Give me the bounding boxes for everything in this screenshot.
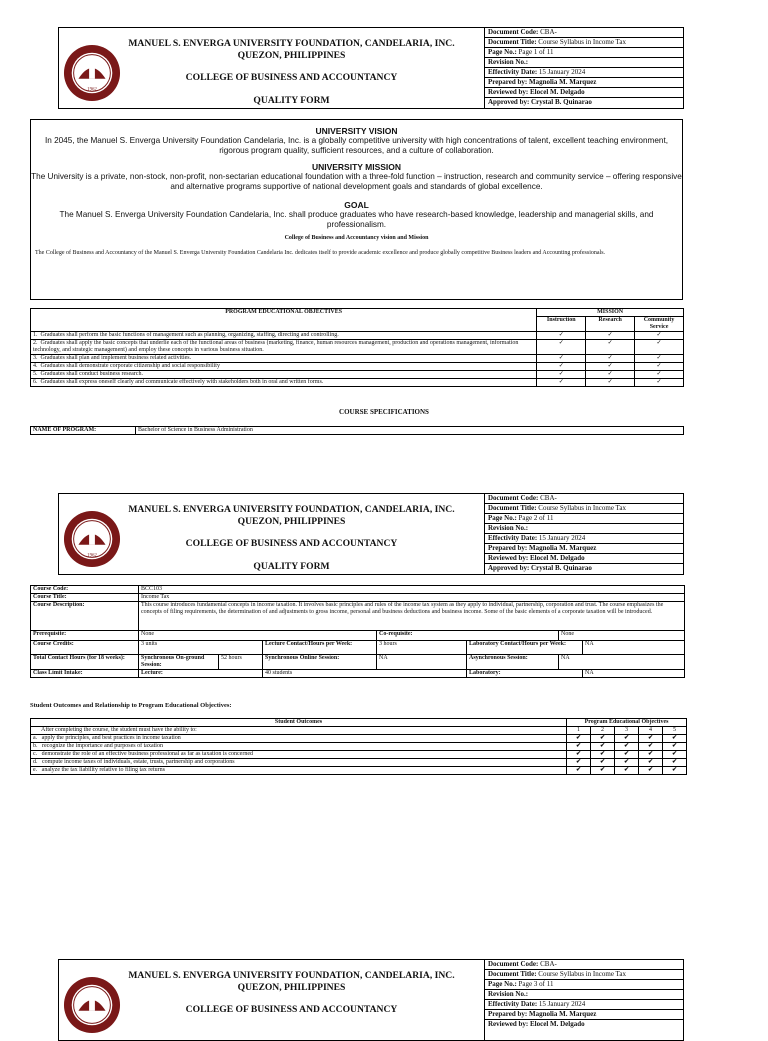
document-meta: Document Code: CBA- Document Title: Course Syllabus in Income Tax Page No.: Page 2 of 11 Revision No.: Effectivity Date: 15 January 2024 Prepared by: Magnolia M. Marquez Reviewed by: Elocel M. Delgado Approved by: Crystal B. Quinarao — [485, 494, 683, 573]
page-1-header — [58, 27, 684, 109]
page-3-header — [58, 959, 684, 1041]
header-title-block — [59, 960, 485, 1040]
table-row: b. recognize the importance and purposes of taxation ✔ ✔ ✔ ✔ ✔ — [31, 743, 687, 751]
svg-text:1962: 1962 — [87, 87, 97, 93]
page-2-header — [58, 493, 684, 575]
course-details-table: Course Code: BCC103 Course Title: Income Tax Course Description: This course introduces fundamental concepts in income taxation. It involves basic principles and rules of the income tax system as they apply to individual, partnership, corporation and trust. The course emphasizes the concepts of filing requirements, the determination of and adjustments to gross income, personal and business deductions and business income. Some of the basic elements of a corporate taxation will be introduced. Prerequisite: None Co-requisite: None Course Credits: 3 units Lecture Contact/Hours per Week: 3 hours Laboratory Contact/Hours per Week: NA Total Contact Hours (for 18 weeks): Synchronous On-ground Session: 52 hours Synchronous Online Session: NA Asynchronous Session: NA Class Limit Intake: Lecture: 40 students Laboratory: NA — [30, 585, 685, 678]
peo-header: PROGRAM EDUCATIONAL OBJECTIVES — [31, 309, 537, 332]
table-row: c. demonstrate the role of an effective business professional as far as taxation is concerned ✔ ✔ ✔ ✔ ✔ — [31, 751, 687, 759]
student-outcomes-table: Student Outcomes Program Educational Objectives After completing the course, the student must have the ability to: 1 2 3 4 5 a. apply the principles, and best practices in income taxation ✔ ✔ ✔ ✔ ✔ b. recognize the importance and purposes of taxation ✔ ✔ ✔ ✔ ✔ c. demonstrate the role of an effective business professional as far as taxation is concerned ✔ ✔ ✔ ✔ ✔ d. compute income taxes of individuals, estate, trusts, partnership and corporations ✔ ✔ ✔ ✔ ✔ e. analyze the tax liability relative to filing tax returns ✔ ✔ ✔ ✔ ✔ — [30, 718, 687, 775]
so-section-title: Student Outcomes and Relationship to Program Educational Objectives: — [30, 702, 232, 709]
university-location: QUEZON, PHILIPPINES — [237, 982, 346, 993]
course-spec-title: COURSE SPECIFICATIONS — [339, 408, 429, 416]
goal-title: GOAL — [344, 200, 369, 210]
university-location: QUEZON, PHILIPPINES — [237, 50, 346, 61]
table-row: 5. Graduates shall conduct business research. ✓ ✓ ✓ — [31, 371, 684, 379]
program-table: NAME OF PROGRAM: Bachelor of Science in Business Administration — [30, 426, 684, 435]
table-row: 6. Graduates shall express oneself clearly and communicate effectively with stakeholders both in oral and written forms. ✓ ✓ ✓ — [31, 379, 684, 387]
college-name: COLLEGE OF BUSINESS AND ACCOUNTANCY — [185, 1004, 398, 1015]
document-meta: Document Code: CBA- Document Title: Course Syllabus in Income Tax Page No.: Page 3 of 11 Revision No.: Effectivity Date: 15 January 2024 Prepared by: Magnolia M. Marquez Reviewed by: Elocel M. Delgado — [485, 960, 683, 1029]
svg-text:1962: 1962 — [87, 553, 97, 559]
course-description: This course introduces fundamental concepts in income taxation. It involves basic principles and rules of the income tax system as they apply to individual, partnership, corporation and trust. The course emphasizes the concepts of filing requirements, the determination of and adjustments to gross income, personal and business deductions and business income. Some of the basic elements of a corporate taxation will be introduced. — [139, 602, 685, 631]
university-name: MANUEL S. ENVERGA UNIVERSITY FOUNDATION, CANDELARIA, INC. — [128, 970, 455, 981]
form-title: QUALITY FORM — [253, 561, 330, 572]
table-row: 3. Graduates shall plan and implement business related activities. ✓ ✓ ✓ — [31, 355, 684, 363]
form-title: QUALITY FORM — [253, 95, 330, 106]
table-row: 2. Graduates shall apply the basic concepts that underlie each of the functional areas of business (marketing, finance, human resources management, production and operations management, information technology, and strategic management) and employ these concepts in various business situation. ✓ ✓ ✓ — [31, 340, 684, 355]
college-name: COLLEGE OF BUSINESS AND ACCOUNTANCY — [185, 72, 398, 83]
header-title-block — [59, 28, 485, 108]
vision-mission-box — [30, 119, 683, 300]
college-name: COLLEGE OF BUSINESS AND ACCOUNTANCY — [185, 538, 398, 549]
table-row: 4. Graduates shall demonstrate corporate citizenship and social responsibility ✓ ✓ ✓ — [31, 363, 684, 371]
cba-title: College of Business and Accountancy vision and Mission — [284, 235, 429, 241]
cba-text: The College of Business and Accountancy of the Manuel S. Enverga University Foundation Candelaria Inc. dedicates itself to provide academic excellence and produce globally competitive Business leaders and Accounting professionals. — [35, 250, 606, 256]
table-row: d. compute income taxes of individuals, estate, trusts, partnership and corporations ✔ ✔ ✔ ✔ ✔ — [31, 759, 687, 767]
table-row: 1. Graduates shall perform the basic functions of management such as planning, organizing, staffing, directing and controlling. ✓ ✓ ✓ — [31, 332, 684, 340]
university-name: MANUEL S. ENVERGA UNIVERSITY FOUNDATION, CANDELARIA, INC. — [128, 38, 455, 49]
university-name: MANUEL S. ENVERGA UNIVERSITY FOUNDATION, CANDELARIA, INC. — [128, 504, 455, 515]
document-meta: Document Code: CBA- Document Title: Course Syllabus in Income Tax Page No.: Page 1 of 11 Revision No.: Effectivity Date: 15 January 2024 Prepared by: Magnolia M. Marquez Reviewed by: Elocel M. Delgado Approved by: Crystal B. Quinarao — [485, 28, 683, 107]
university-location: QUEZON, PHILIPPINES — [237, 516, 346, 527]
peo-table: PROGRAM EDUCATIONAL OBJECTIVES MISSION Instruction Research Community Service 1. Graduates shall perform the basic functions of management such as planning, organizing, staffing, directing and controlling. ✓ ✓ ✓ 2. Graduates shall apply the basic concepts that underlie each of the functional areas of business (marketing, finance, human resources management, production and operations management, information technology, and strategic management) and employ these concepts in various business situation. ✓ ✓ ✓ 3. Graduates shall plan and implement business related activities. ✓ ✓ ✓ 4. Graduates shall demonstrate corporate citizenship and social responsibility ✓ ✓ ✓ 5. Graduates shall conduct business research. ✓ ✓ ✓ 6. Graduates shall express oneself clearly and communicate effectively with stakeholders both in oral and written forms. ✓ ✓ ✓ — [30, 308, 684, 387]
goal-text: The Manuel S. Enverga University Foundation Candelaria, Inc. shall produce graduates who have research-based knowledge, leadership and managerial skills, and professionalism. — [59, 210, 654, 229]
mission-header: MISSION — [537, 309, 684, 317]
mission-title: UNIVERSITY MISSION — [311, 162, 402, 172]
mission-text: The University is a private, non-stock, non-profit, non-sectarian educational foundation with a three-fold function – instruction, research and community service – offering responsive and alternative programs supportive of national development goals and standards of global excellence. — [31, 172, 682, 191]
table-row: a. apply the principles, and best practices in income taxation ✔ ✔ ✔ ✔ ✔ — [31, 735, 687, 743]
vision-title: UNIVERSITY VISION — [315, 126, 398, 136]
table-row: e. analyze the tax liability relative to filing tax returns ✔ ✔ ✔ ✔ ✔ — [31, 767, 687, 775]
vision-text: In 2045, the Manuel S. Enverga University Foundation Candelaria, Inc. is a globally competitive university with high concentrations of talent, excellent teaching environment, rigorous program quality, sufficient resources, and a culture of collaboration. — [44, 136, 669, 155]
header-title-block — [59, 494, 485, 574]
